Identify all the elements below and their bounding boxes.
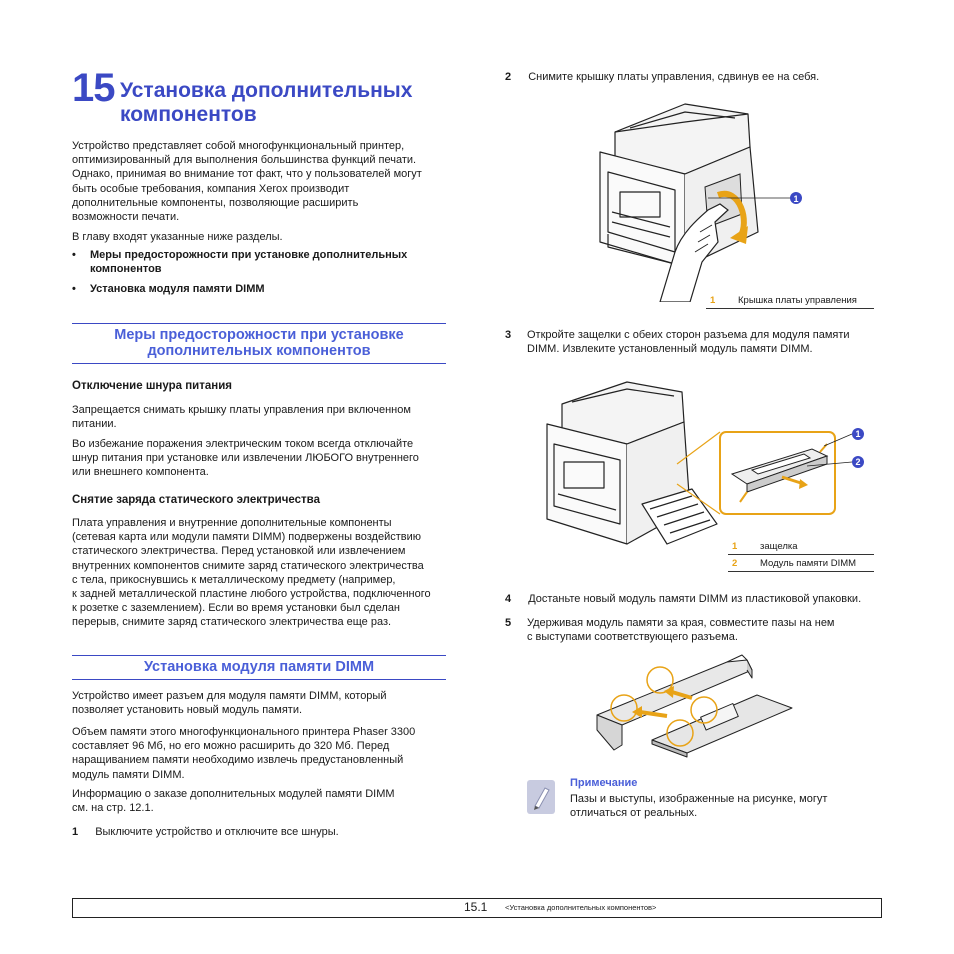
text-line: Откройте защелки с обеих сторон разъема для модуля памяти [527,329,850,341]
step-number: 2 [505,71,512,83]
text-line: дополнительных компонентов [147,343,371,359]
step-4 [505,592,895,606]
text-line: наращиванием памяти необходимо извлечь предустановленный [72,754,404,767]
text-line: к розетке с заземлением). Если во время установки был сделан [72,602,401,615]
text-line: с выступами соответствующего разъема. [527,631,738,644]
chapter-heading [72,66,462,126]
subheading-power-cord: Отключение шнура питания [72,380,233,392]
figure1-callout-1: 1 [793,194,799,204]
dimm-paragraph-1 [72,689,452,717]
intro-sections-label: В главу входят указанные ниже разделы. [72,231,283,243]
text-line: или внешнего компонента. [72,466,209,479]
step-3 [505,328,885,356]
text-line: дополнительные компоненты, позволяющие расширить [72,196,359,209]
figure1-caption-table [706,292,874,309]
dimm-paragraph-2 [72,725,452,782]
text-line: Устройство представляет собой многофункциональный принтер, [72,140,405,152]
text-line: модуль памяти DIMM. [72,768,185,781]
chapter-title-line2: компонентов [120,103,257,126]
bullet-mark: • [72,283,76,296]
text-line: быть особые требования, компания Xerox производит [72,182,350,195]
step-text: Достаньте новый модуль памяти DIMM из пластиковой упаковки. [528,593,862,605]
step-text: Выключите устройство и отключите все шнуры. [95,826,339,838]
text-line: с тела, прикоснувшись к металлическому предмету (например, [72,573,396,586]
subheading-static: Снятие заряда статического электричества [72,494,320,506]
text-line: (сетевая карта или модули памяти DIMM) подвержены воздействию [72,531,422,544]
section-heading-precautions [72,323,446,364]
text-line: Запрещается снимать крышку платы управления при включенном [72,404,411,416]
text-line: компонентов [90,263,162,276]
page-footer [72,898,882,918]
bullet-mark: • [72,249,76,261]
text-line: статического электричества. Перед установкой или извлечением [72,545,406,558]
power-cord-paragraph-2 [72,437,452,480]
figure2-caption-table [728,538,874,572]
text-line: питании. [72,418,117,431]
text-line: Меры предосторожности при установке дополнительных [90,249,408,261]
list-item [72,248,452,276]
text-line: DIMM. Извлеките установленный модуль памяти DIMM. [527,343,813,356]
step-2 [505,70,885,84]
chapter-title-line1: Установка дополнительных [120,79,413,102]
caption-row [706,292,874,309]
step-5 [505,616,885,644]
text-line: Пазы и выступы, изображенные на рисунке, могут [570,793,828,805]
step-number: 3 [505,329,512,341]
text-line: Информацию о заказе дополнительных модулей памяти DIMM [72,788,395,800]
text-line: перерыв, снимите заряд статического электричества еще раз. [72,616,392,629]
text-line: составляет 96 Мб, но его можно расширить до 320 Мб. Перед [72,740,390,753]
text-line: Во избежание поражения электрическим током всегда отключайте [72,438,414,450]
caption-row [728,538,874,555]
text-line: к задней металлической пластине любого устройства, подключенного [72,588,431,601]
figure-remove-cover [590,92,815,302]
caption-number: 1 [706,292,734,309]
text-line: позволяет установить новый модуль памяти. [72,704,303,717]
caption-row [728,555,874,572]
chapter-number: 15 [72,66,115,110]
footer-chapter-ref: <Установка дополнительных компонентов> [505,903,657,912]
text-line: отличаться от реальных. [570,807,698,820]
step-number: 1 [72,826,79,838]
text-line: Устройство имеет разъем для модуля памяти DIMM, который [72,690,387,702]
note-title: Примечание [570,777,638,789]
caption-text: Крышка платы управления [734,292,874,309]
text-line: Удерживая модуль памяти за края, совместите пазы на нем [527,617,835,629]
step-text: Снимите крышку платы управления, сдвинув ее на себя. [528,71,820,83]
text-line: Установка модуля памяти DIMM [143,659,375,675]
intro-paragraph [72,139,452,224]
text-line: Плата управления и внутренние дополнительные компоненты [72,517,392,529]
figure2-callout-1: 1 [855,429,861,439]
figure-open-latches [542,374,872,552]
text-line: Меры предосторожности при установке [114,327,404,343]
note-icon [527,780,555,814]
page-number: 15.1 [464,900,488,914]
text-line: Однако, принимая во внимание тот факт, что у пользователей могут [72,168,422,181]
text-line: оптимизированный для выполнения большинства функций печати. [72,154,417,167]
caption-number: 1 [728,538,756,555]
text-line: Объем памяти этого многофункционального принтера Phaser 3300 [72,726,416,738]
intro-bullet-list [72,248,452,297]
step-1 [72,825,452,839]
power-cord-paragraph-1 [72,403,452,431]
caption-text: Модуль памяти DIMM [756,555,874,572]
static-paragraph [72,516,452,630]
figure2-callout-2: 2 [855,457,861,467]
step-number: 4 [505,593,512,605]
step-number: 5 [505,617,512,629]
list-item [72,282,452,296]
dimm-paragraph-3 [72,787,452,815]
text-line: шнур питания при установке или извлечении ЛЮБОГО внутреннего [72,452,419,465]
text-line: Установка модуля памяти DIMM [90,283,265,296]
note-text [570,792,880,820]
caption-text: защелка [756,538,874,555]
text-line: возможности печати. [72,211,180,224]
text-line: внутренних компонентов снимите заряд статического электричества [72,559,424,572]
text-line: см. на стр. 12.1. [72,802,154,815]
figure-align-dimm [592,650,812,760]
section-heading-dimm [72,655,446,680]
caption-number: 2 [728,555,756,572]
